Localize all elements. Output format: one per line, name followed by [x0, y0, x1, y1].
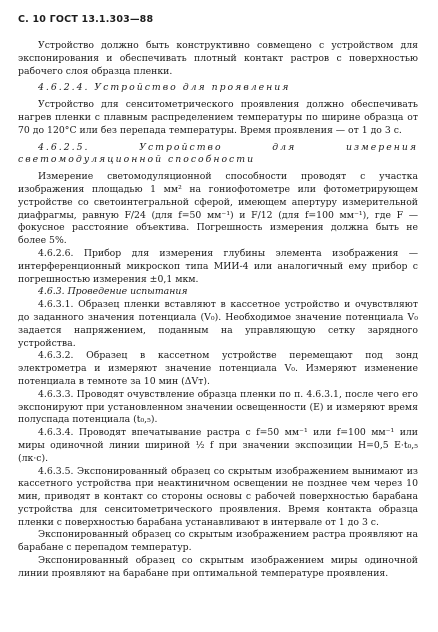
paragraph: Устройство для сенситометрического проявления должно обеспечивать нагрев пленки с плавным распределением температуры по ширине образца от 70 до 120°С или без перепада температуры. Время проявления — от 1 до 3 с. — [18, 99, 418, 136]
section-heading: 4.6.3. Проведение испытания — [38, 286, 188, 298]
paragraph: 4.6.3.3. Проводят очувствление образца пленки по п. 4.6.3.1, после чего его экспонируют при установленном значении освещенности (E) и измеряют время полуспада потенциала (t₀,₅). — [18, 388, 418, 426]
paragraph: 4.6.2.6. Прибор для измерения глубины элемента изображения — интерференционный микроскоп типа МИИ-4 или аналогичный ему прибор с погрешностью измерения ±0,1 мкм. — [18, 247, 418, 285]
paragraph: 4.6.3.1. Образец пленки вставляют в кассетное устройство и очувствляют до заданного значения потенциала (V₀). Необходимое значение потенциала V₀ задается напряжением, поданным на управляющую сетку зарядного устройства. — [18, 299, 418, 349]
paragraph: 4.6.3.5. Экспонированный образец со скрытым изображением вынимают из кассетного устройства при неактиничном освещении не позднее чем через 10 мин, приводят в контакт со стороны основы с рабочей поверхностью барабана устройства для сенситометрического проявления. Время контакта образца пленки с поверхностью барабана устанавливают в интервале от 1 до 3 с. — [18, 465, 418, 528]
section-heading: 4.6.2.4. Устройство для проявления — [38, 82, 291, 94]
paragraph: Измерение светомодуляционной способности проводят с участка изображения площадью 1 мм² на гониофотометре или фотометрирующем устройстве со светоинтегральной сферой, имеющем апертуру измерительной диафрагмы, равную F/24 (для f=50 мм⁻¹) и F/12 (для f=100 мм⁻¹), где F — фокусное расстояние объектива. Погрешность измерения должна быть не более 5%. — [18, 171, 418, 247]
paragraph: 4.6.3.4. Проводят впечатывание растра с f=50 мм⁻¹ или f=100 мм⁻¹ или миры одиночной линии шириной ½ f при значении экспозиции H=0,5 E·t₀,₅ (лк·с). — [18, 427, 418, 464]
page-header: С. 10 ГОСТ 13.1.303—88 — [18, 14, 154, 25]
paragraph: Экспонированный образец со скрытым изображением миры одиночной линии проявляют на барабане при оптимальной температуре проявления. — [18, 555, 418, 579]
document-body — [18, 40, 418, 581]
section-heading: 4.6.2.5. Устройство для измерения светомодуляционной способности — [18, 141, 418, 166]
paragraph: 4.6.3.2. Образец в кассетном устройстве перемещают под зонд электрометра и измеряют значение потенциала V₀. Измеряют изменение потенциала в темноте за 10 мин (ΔVт). — [18, 350, 418, 387]
paragraph: Экспонированный образец со скрытым изображением растра проявляют на барабане с перепадом температур. — [18, 529, 418, 554]
paragraph: Устройство должно быть конструктивно совмещено с устройством для экспонирования и обеспечивать плотный контакт растров с поверхностью рабочего слоя образца пленки. — [18, 40, 418, 77]
